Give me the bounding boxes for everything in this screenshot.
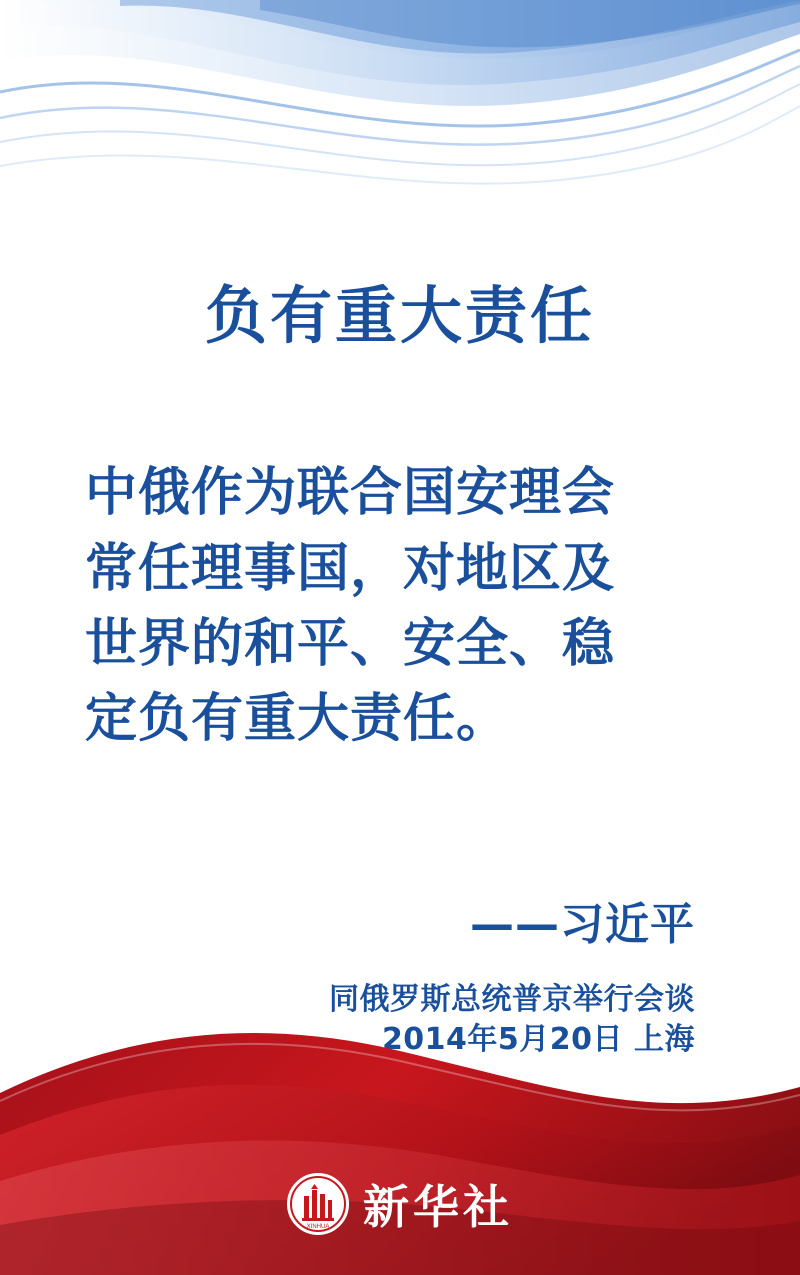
- page-title: 负有重大责任: [204, 279, 595, 352]
- svg-text:XINHUA: XINHUA: [306, 1224, 330, 1230]
- occasion-line: 同俄罗斯总统普京举行会谈: [329, 981, 695, 1017]
- xinhua-emblem-icon: [287, 1173, 349, 1235]
- quote-block: [60, 456, 740, 758]
- quote-line: 中俄作为联合国安理会: [85, 463, 616, 524]
- xinhua-logo-text: 新华社: [363, 1180, 513, 1234]
- quote-line: 定负有重大责任。: [85, 689, 510, 750]
- xinhua-logo: [0, 1171, 800, 1237]
- occasion-date-location: 2014年5月20日 上海: [381, 1022, 695, 1058]
- quote-line: 常任理事国，对地区及: [85, 538, 616, 599]
- top-wave-decoration: [0, 0, 800, 230]
- poster-content: [0, 250, 800, 1061]
- quote-attribution: ——习近平: [470, 898, 695, 950]
- quote-line: 世界的和平、安全、稳: [85, 614, 616, 675]
